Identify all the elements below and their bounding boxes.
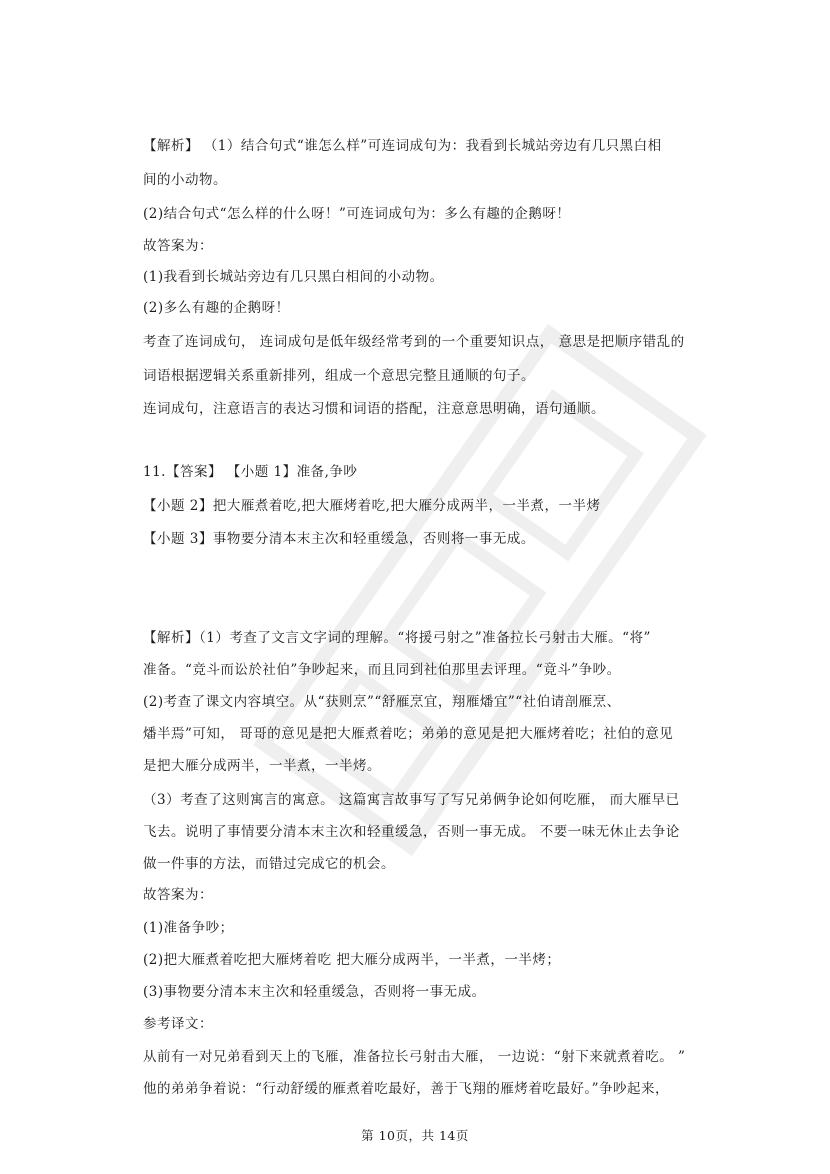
jiexi2-line-5: 是把大雁分成两半，一半煮，一半烤。 [143, 758, 381, 774]
jiexi2-line-4: 燔半焉”可知， 哥哥的意见是把大雁煮着吃；弟弟的意见是把大雁烤着吃；社伯的意见 [143, 726, 674, 742]
answer-11-line-1: 11.【答案】 【小题 1】准备,争吵 [143, 464, 358, 480]
jiexi-line-7: 考查了连词成句， 连词成句是低年级经常考到的一个重要知识点， 意思是把顺序错乱的 [143, 334, 685, 350]
jiexi2-line-13: 参考译文： [143, 1016, 213, 1032]
jiexi2-line-15: 他的弟弟争着说：“行动舒缓的雁煮着吃最好，善于飞翔的雁烤着吃最好。”争吵起来， [143, 1081, 670, 1097]
jiexi2-line-6: （3）考查了这则寓言的寓意。 这篇寓言故事写了写兄弟俩争论如何吃雁， 而大雁早已 [143, 792, 680, 808]
jiexi-line-9: 连词成句，注意语言的表达习惯和词语的搭配，注意意思明确，语句通顺。 [143, 401, 605, 417]
jiexi-line-1: 【解析】 （1）结合句式“谁怎么样”可连词成句为：我看到长城站旁边有几只黑白相 [143, 138, 662, 154]
jiexi-line-5: (1)我看到长城站旁边有几只黑白相间的小动物。 [143, 269, 444, 285]
jiexi-line-3: (2)结合句式“怎么样的什么呀！”可连词成句为：多么有趣的企鹅呀！ [143, 206, 571, 222]
answer-11-line-2: 【小题 2】把大雁煮着吃,把大雁烤着吃,把大雁分成两半，一半煮，一半烤 [143, 498, 601, 514]
watermark-logo-icon [233, 308, 728, 872]
jiexi2-line-3: (2)考查了课文内容填空。从“获则烹”“舒雁烹宜，翔雁燔宜”“社伯请剖雁烹、 [143, 694, 621, 710]
answer-11-line-3: 【小题 3】事物要分清本末主次和轻重缓急，否则将一事无成。 [143, 531, 535, 547]
jiexi2-line-1: 【解析】（1）考查了文言文字词的理解。“将援弓射之”准备拉长弓射击大雁。“将” [143, 630, 651, 646]
jiexi-line-4: 故答案为： [143, 238, 213, 254]
jiexi-line-2: 间的小动物。 [143, 172, 227, 188]
jiexi-line-6: (2)多么有趣的企鹅呀！ [143, 300, 290, 316]
jiexi2-line-12: (3)事物要分清本末主次和轻重缓急，否则将一事无成。 [143, 984, 486, 1000]
jiexi2-line-14: 从前有一对兄弟看到天上的飞雁，准备拉长弓射击大雁， 一边说：“射下来就煮着吃。 ” [143, 1049, 686, 1065]
jiexi2-line-9: 故答案为： [143, 887, 213, 903]
jiexi2-line-10: (1)准备争吵； [143, 920, 234, 936]
page-footer: 第 10页，共 14页 [361, 1128, 469, 1143]
jiexi2-line-7: 飞去。说明了事情要分清本末主次和轻重缓急，否则一事无成。 不要一味无休止去争论 [143, 824, 680, 840]
jiexi2-line-11: (2)把大雁煮着吃把大雁烤着吃 把大雁分成两半，一半煮，一半烤； [143, 952, 561, 968]
jiexi-line-8: 词语根据逻辑关系重新排列，组成一个意思完整且通顺的句子。 [143, 368, 535, 384]
jiexi2-line-8: 做一件事的方法，而错过完成它的机会。 [143, 856, 395, 872]
jiexi2-line-2: 准备。“竞斗而讼於社伯”争吵起来，而且同到社伯那里去评理。“竟斗”争吵。 [143, 662, 621, 678]
